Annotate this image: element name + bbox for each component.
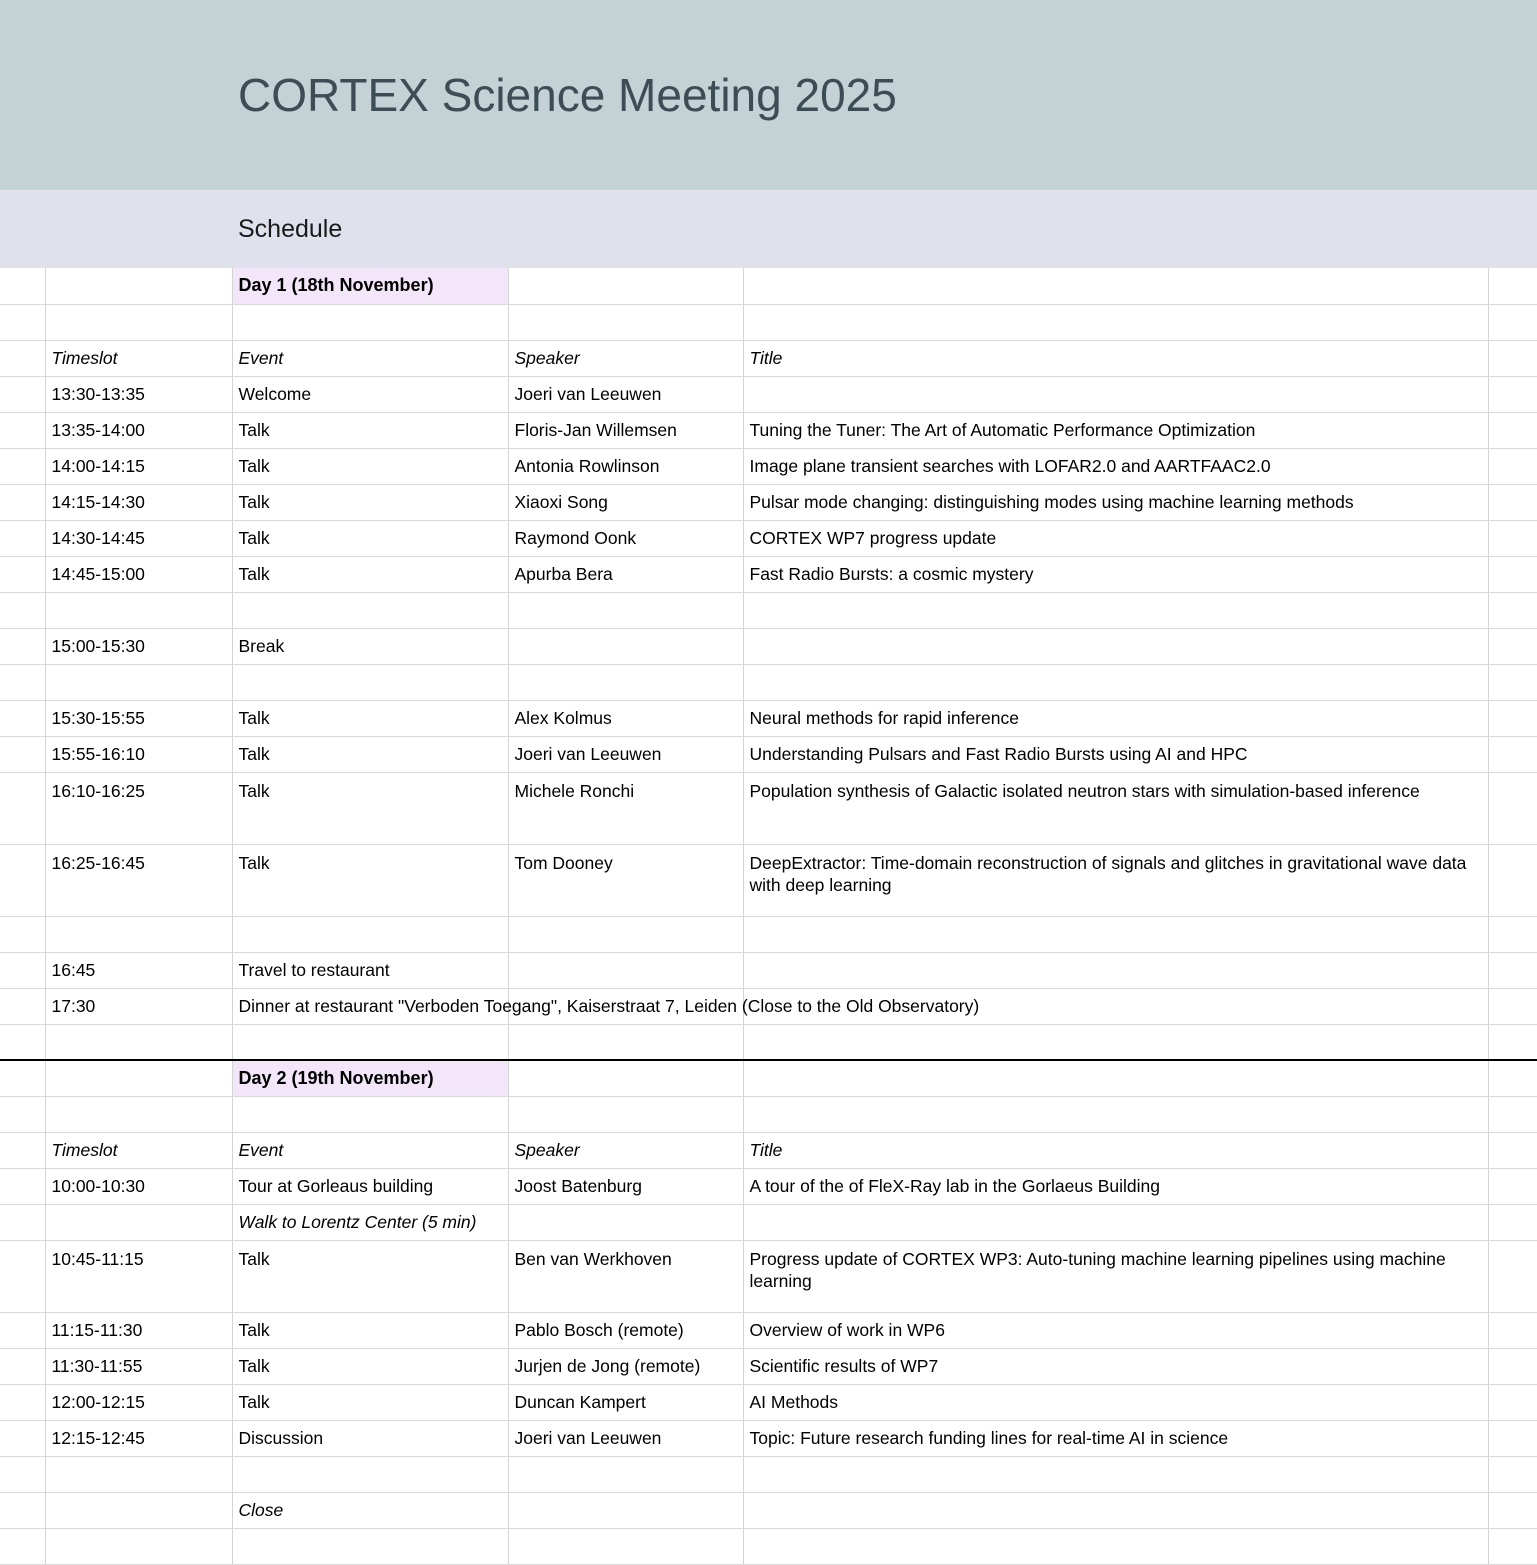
row-gutter[interactable] bbox=[0, 448, 45, 484]
cell-timeslot[interactable]: 10:45-11:15 bbox=[45, 1240, 232, 1312]
cell-speaker[interactable]: Duncan Kampert bbox=[508, 1384, 743, 1420]
cell-timeslot[interactable]: 15:30-15:55 bbox=[45, 700, 232, 736]
row-gutter[interactable] bbox=[0, 1132, 45, 1168]
table-cell-empty[interactable] bbox=[1488, 1060, 1537, 1096]
cell-timeslot[interactable]: 13:35-14:00 bbox=[45, 412, 232, 448]
row-gutter[interactable] bbox=[0, 1024, 45, 1060]
page-banner bbox=[0, 0, 1537, 190]
table-row bbox=[0, 700, 1537, 736]
row-gutter[interactable] bbox=[0, 1348, 45, 1384]
cell-speaker[interactable]: Joeri van Leeuwen bbox=[508, 376, 743, 412]
cell-title[interactable]: Pulsar mode changing: distinguishing modes using machine learning methods bbox=[743, 484, 1488, 520]
row-gutter[interactable] bbox=[0, 412, 45, 448]
row-gutter[interactable] bbox=[0, 520, 45, 556]
cell-event[interactable]: Talk bbox=[232, 484, 508, 520]
cell-title[interactable] bbox=[743, 628, 1488, 664]
cell-timeslot[interactable]: 11:15-11:30 bbox=[45, 1312, 232, 1348]
row-gutter[interactable] bbox=[0, 1528, 45, 1564]
cell-speaker[interactable]: Antonia Rowlinson bbox=[508, 448, 743, 484]
cell-title[interactable]: DeepExtractor: Time-domain reconstruction of signals and glitches in gravitational wave data with deep learning bbox=[743, 844, 1488, 916]
cell-event[interactable]: Talk bbox=[232, 520, 508, 556]
cell-title[interactable] bbox=[743, 1204, 1488, 1240]
cell-event[interactable]: Talk bbox=[232, 1348, 508, 1384]
table-row bbox=[0, 628, 1537, 664]
cell-event[interactable] bbox=[232, 1024, 508, 1060]
cell-title[interactable]: Topic: Future research funding lines for real-time AI in science bbox=[743, 1420, 1488, 1456]
table-cell-empty[interactable] bbox=[1488, 1204, 1537, 1240]
row-gutter[interactable] bbox=[0, 664, 45, 700]
cell-speaker[interactable]: Joeri van Leeuwen bbox=[508, 736, 743, 772]
row-gutter[interactable] bbox=[0, 1240, 45, 1312]
cell-event[interactable]: Break bbox=[232, 628, 508, 664]
row-gutter[interactable] bbox=[0, 268, 45, 304]
spacer-row bbox=[0, 304, 1537, 340]
row-gutter[interactable] bbox=[0, 1492, 45, 1528]
row-gutter[interactable] bbox=[0, 700, 45, 736]
cell-timeslot[interactable]: 14:45-15:00 bbox=[45, 556, 232, 592]
table-cell-empty[interactable] bbox=[1488, 1168, 1537, 1204]
table-cell-empty[interactable] bbox=[1488, 628, 1537, 664]
cell-title[interactable]: Image plane transient searches with LOFAR2.0 and AARTFAAC2.0 bbox=[743, 448, 1488, 484]
table-cell-empty[interactable] bbox=[743, 1060, 1488, 1096]
table-cell-empty[interactable] bbox=[1488, 1456, 1537, 1492]
column-header-row bbox=[0, 340, 1537, 376]
table-cell-empty[interactable] bbox=[508, 1096, 743, 1132]
table-cell-empty[interactable] bbox=[1488, 1024, 1537, 1060]
table-row bbox=[0, 1312, 1537, 1348]
column-header-row bbox=[0, 1132, 1537, 1168]
table-cell-empty[interactable] bbox=[45, 304, 232, 340]
cell-title[interactable]: Tuning the Tuner: The Art of Automatic Performance Optimization bbox=[743, 412, 1488, 448]
table-row bbox=[0, 484, 1537, 520]
table-cell-empty[interactable] bbox=[1488, 736, 1537, 772]
table-row bbox=[0, 592, 1537, 628]
cell-timeslot[interactable] bbox=[45, 1456, 232, 1492]
row-gutter[interactable] bbox=[0, 916, 45, 952]
cell-timeslot[interactable] bbox=[45, 1528, 232, 1564]
table-cell-empty[interactable] bbox=[508, 304, 743, 340]
table-cell-empty[interactable] bbox=[1488, 520, 1537, 556]
cell-event[interactable]: Talk bbox=[232, 736, 508, 772]
cell-title[interactable]: Population synthesis of Galactic isolated neutron stars with simulation-based inference bbox=[743, 772, 1488, 844]
cell-timeslot[interactable] bbox=[45, 592, 232, 628]
row-gutter[interactable] bbox=[0, 484, 45, 520]
cell-title[interactable] bbox=[743, 1492, 1488, 1528]
cell-timeslot[interactable] bbox=[45, 1492, 232, 1528]
row-gutter[interactable] bbox=[0, 988, 45, 1024]
cell-event[interactable]: Travel to restaurant bbox=[232, 952, 508, 988]
table-cell-empty[interactable] bbox=[508, 1060, 743, 1096]
table-row bbox=[0, 1348, 1537, 1384]
schedule-table bbox=[0, 268, 1537, 1565]
cell-event[interactable] bbox=[232, 592, 508, 628]
table-row bbox=[0, 520, 1537, 556]
cell-event[interactable]: Talk bbox=[232, 772, 508, 844]
day-label[interactable]: Day 1 (18th November) bbox=[232, 268, 508, 304]
cell-title[interactable]: Neural methods for rapid inference bbox=[743, 700, 1488, 736]
table-row bbox=[0, 412, 1537, 448]
cell-event[interactable] bbox=[232, 988, 980, 1024]
cell-timeslot[interactable]: 16:25-16:45 bbox=[45, 844, 232, 916]
cell-timeslot[interactable]: 15:55-16:10 bbox=[45, 736, 232, 772]
cell-title[interactable]: CORTEX WP7 progress update bbox=[743, 520, 1488, 556]
table-cell-empty[interactable] bbox=[45, 1096, 232, 1132]
cell-title[interactable]: Progress update of CORTEX WP3: Auto-tuning machine learning pipelines using machine learning bbox=[743, 1240, 1488, 1312]
table-row bbox=[0, 1168, 1537, 1204]
cell-event[interactable]: Talk bbox=[232, 412, 508, 448]
cell-timeslot[interactable]: 14:00-14:15 bbox=[45, 448, 232, 484]
cell-speaker[interactable]: Floris-Jan Willemsen bbox=[508, 412, 743, 448]
cell-speaker[interactable] bbox=[508, 952, 743, 988]
table-cell-empty[interactable] bbox=[508, 268, 743, 304]
cell-event[interactable] bbox=[232, 916, 508, 952]
cell-timeslot[interactable] bbox=[45, 1024, 232, 1060]
cell-title[interactable]: Understanding Pulsars and Fast Radio Bursts using AI and HPC bbox=[743, 736, 1488, 772]
cell-timeslot[interactable] bbox=[45, 664, 232, 700]
row-gutter[interactable] bbox=[0, 376, 45, 412]
cell-event[interactable]: Welcome bbox=[232, 376, 508, 412]
table-row bbox=[0, 376, 1537, 412]
table-cell-empty[interactable] bbox=[1488, 844, 1537, 916]
table-cell-empty[interactable] bbox=[743, 268, 1488, 304]
cell-speaker[interactable] bbox=[508, 1492, 743, 1528]
row-gutter[interactable] bbox=[0, 1168, 45, 1204]
row-gutter[interactable] bbox=[0, 1204, 45, 1240]
cell-timeslot[interactable]: 11:30-11:55 bbox=[45, 1348, 232, 1384]
table-cell-empty[interactable] bbox=[1488, 664, 1537, 700]
cell-title[interactable] bbox=[743, 952, 1488, 988]
cell-event[interactable]: Talk bbox=[232, 448, 508, 484]
cell-title[interactable]: A tour of the of FleX-Ray lab in the Gorlaeus Building bbox=[743, 1168, 1488, 1204]
cell-speaker[interactable]: Xiaoxi Song bbox=[508, 484, 743, 520]
column-header-title[interactable]: Title bbox=[743, 1132, 1488, 1168]
table-cell-empty[interactable] bbox=[1488, 952, 1537, 988]
cell-event[interactable]: Talk bbox=[232, 1384, 508, 1420]
cell-title[interactable] bbox=[743, 916, 1488, 952]
cell-speaker[interactable] bbox=[508, 1528, 743, 1564]
row-gutter[interactable] bbox=[0, 1384, 45, 1420]
cell-title[interactable] bbox=[743, 592, 1488, 628]
cell-speaker[interactable] bbox=[508, 664, 743, 700]
cell-title[interactable] bbox=[743, 1024, 1488, 1060]
table-cell-empty[interactable] bbox=[1488, 700, 1537, 736]
cell-timeslot[interactable]: 10:00-10:30 bbox=[45, 1168, 232, 1204]
cell-event[interactable]: Talk bbox=[232, 844, 508, 916]
cell-speaker[interactable] bbox=[508, 1456, 743, 1492]
cell-speaker[interactable]: Apurba Bera bbox=[508, 556, 743, 592]
table-row bbox=[0, 1024, 1537, 1060]
day-header-row bbox=[0, 268, 1537, 304]
table-cell-empty[interactable] bbox=[1488, 1492, 1537, 1528]
section-banner bbox=[0, 190, 1537, 268]
cell-timeslot[interactable]: 16:10-16:25 bbox=[45, 772, 232, 844]
cell-timeslot[interactable] bbox=[45, 1204, 232, 1240]
cell-speaker[interactable]: Joost Batenburg bbox=[508, 1168, 743, 1204]
table-cell-empty[interactable] bbox=[1488, 412, 1537, 448]
cell-event[interactable]: Close bbox=[232, 1492, 508, 1528]
spacer-row bbox=[0, 1096, 1537, 1132]
cell-title[interactable]: Scientific results of WP7 bbox=[743, 1348, 1488, 1384]
table-cell-empty[interactable] bbox=[1488, 1348, 1537, 1384]
cell-timeslot[interactable]: 14:30-14:45 bbox=[45, 520, 232, 556]
row-gutter[interactable] bbox=[0, 1060, 45, 1096]
cell-title[interactable]: AI Methods bbox=[743, 1384, 1488, 1420]
cell-speaker[interactable]: Raymond Oonk bbox=[508, 520, 743, 556]
cell-event[interactable] bbox=[232, 664, 508, 700]
table-cell-empty[interactable] bbox=[1488, 1240, 1537, 1312]
table-cell-empty[interactable] bbox=[1488, 304, 1537, 340]
cell-timeslot[interactable] bbox=[45, 916, 232, 952]
table-row bbox=[0, 844, 1537, 916]
cell-timeslot[interactable]: 15:00-15:30 bbox=[45, 628, 232, 664]
table-cell-empty[interactable] bbox=[1488, 376, 1537, 412]
table-row bbox=[0, 1240, 1537, 1312]
page-title: CORTEX Science Meeting 2025 bbox=[238, 69, 897, 121]
table-row bbox=[0, 1384, 1537, 1420]
column-header-speaker[interactable]: Speaker bbox=[508, 340, 743, 376]
table-row bbox=[0, 988, 1537, 1024]
cell-title[interactable] bbox=[743, 376, 1488, 412]
cell-timeslot[interactable]: 12:00-12:15 bbox=[45, 1384, 232, 1420]
cell-timeslot[interactable]: 13:30-13:35 bbox=[45, 376, 232, 412]
table-cell-empty[interactable] bbox=[45, 1060, 232, 1096]
row-gutter[interactable] bbox=[0, 592, 45, 628]
table-cell-empty[interactable] bbox=[1488, 1096, 1537, 1132]
table-row bbox=[0, 1420, 1537, 1456]
cell-event[interactable]: Tour at Gorleaus building bbox=[232, 1168, 508, 1204]
row-gutter[interactable] bbox=[0, 556, 45, 592]
table-cell-empty[interactable] bbox=[1488, 1528, 1537, 1564]
row-gutter[interactable] bbox=[0, 772, 45, 844]
table-row bbox=[0, 1528, 1537, 1564]
column-header-event[interactable]: Event bbox=[232, 340, 508, 376]
column-header-timeslot[interactable]: Timeslot bbox=[45, 340, 232, 376]
cell-speaker[interactable]: Ben van Werkhoven bbox=[508, 1240, 743, 1312]
table-row bbox=[0, 916, 1537, 952]
cell-event[interactable]: Talk bbox=[232, 556, 508, 592]
cell-speaker[interactable]: Alex Kolmus bbox=[508, 700, 743, 736]
cell-timeslot[interactable]: 16:45 bbox=[45, 952, 232, 988]
cell-speaker[interactable] bbox=[508, 628, 743, 664]
table-cell-empty[interactable] bbox=[1488, 340, 1537, 376]
table-cell-empty[interactable] bbox=[1488, 916, 1537, 952]
cell-event[interactable]: Talk bbox=[232, 1312, 508, 1348]
table-row bbox=[0, 448, 1537, 484]
day-header-row bbox=[0, 1060, 1537, 1096]
cell-title[interactable] bbox=[743, 664, 1488, 700]
cell-timeslot[interactable]: 12:15-12:45 bbox=[45, 1420, 232, 1456]
cell-speaker[interactable] bbox=[508, 592, 743, 628]
cell-event[interactable]: Walk to Lorentz Center (5 min) bbox=[232, 1204, 508, 1240]
cell-speaker[interactable]: Joeri van Leeuwen bbox=[508, 1420, 743, 1456]
table-row bbox=[0, 736, 1537, 772]
cell-event[interactable]: Talk bbox=[232, 1240, 508, 1312]
cell-speaker[interactable] bbox=[508, 1204, 743, 1240]
table-row bbox=[0, 952, 1537, 988]
table-cell-empty[interactable] bbox=[1488, 556, 1537, 592]
table-row bbox=[0, 556, 1537, 592]
table-cell-empty[interactable] bbox=[1488, 1312, 1537, 1348]
cell-title[interactable]: Overview of work in WP6 bbox=[743, 1312, 1488, 1348]
cell-speaker[interactable] bbox=[508, 1024, 743, 1060]
table-cell-empty[interactable] bbox=[0, 1096, 45, 1132]
cell-event[interactable]: Discussion bbox=[232, 1420, 508, 1456]
cell-title[interactable] bbox=[743, 1456, 1488, 1492]
table-cell-empty[interactable] bbox=[1488, 772, 1537, 844]
table-cell-empty[interactable] bbox=[1488, 1132, 1537, 1168]
table-cell-empty[interactable] bbox=[1488, 1420, 1537, 1456]
cell-speaker[interactable]: Michele Ronchi bbox=[508, 772, 743, 844]
row-gutter[interactable] bbox=[0, 340, 45, 376]
table-row bbox=[0, 1204, 1537, 1240]
row-gutter[interactable] bbox=[0, 1456, 45, 1492]
cell-speaker[interactable] bbox=[508, 916, 743, 952]
column-header-event[interactable]: Event bbox=[232, 1132, 508, 1168]
table-cell-empty[interactable] bbox=[743, 1096, 1488, 1132]
cell-speaker[interactable]: Tom Dooney bbox=[508, 844, 743, 916]
row-gutter[interactable] bbox=[0, 952, 45, 988]
cell-event[interactable] bbox=[232, 1528, 508, 1564]
cell-timeslot[interactable]: 14:15-14:30 bbox=[45, 484, 232, 520]
cell-text: Dinner at restaurant "Verboden Toegang", Kaiserstraat 7, Leiden (Close to the Old Observatory) bbox=[238, 995, 980, 1016]
section-title: Schedule bbox=[238, 214, 343, 243]
cell-timeslot[interactable]: 17:30 bbox=[45, 988, 232, 1024]
table-cell-empty[interactable] bbox=[1488, 592, 1537, 628]
cell-event[interactable] bbox=[232, 1456, 508, 1492]
table-cell-empty[interactable] bbox=[232, 1096, 508, 1132]
row-gutter[interactable] bbox=[0, 844, 45, 916]
table-row bbox=[0, 664, 1537, 700]
table-cell-empty[interactable] bbox=[743, 304, 1488, 340]
row-gutter[interactable] bbox=[0, 736, 45, 772]
column-header-timeslot[interactable]: Timeslot bbox=[45, 1132, 232, 1168]
table-cell-empty[interactable] bbox=[232, 304, 508, 340]
table-cell-empty[interactable] bbox=[1488, 268, 1537, 304]
row-gutter[interactable] bbox=[0, 1312, 45, 1348]
table-cell-empty[interactable] bbox=[45, 268, 232, 304]
table-row bbox=[0, 772, 1537, 844]
column-header-speaker[interactable]: Speaker bbox=[508, 1132, 743, 1168]
cell-speaker[interactable]: Pablo Bosch (remote) bbox=[508, 1312, 743, 1348]
day-label[interactable]: Day 2 (19th November) bbox=[232, 1060, 508, 1096]
row-gutter[interactable] bbox=[0, 628, 45, 664]
table-row bbox=[0, 1456, 1537, 1492]
table-cell-empty[interactable] bbox=[1488, 988, 1537, 1024]
table-cell-empty[interactable] bbox=[1488, 484, 1537, 520]
table-cell-empty[interactable] bbox=[0, 304, 45, 340]
cell-title[interactable]: Fast Radio Bursts: a cosmic mystery bbox=[743, 556, 1488, 592]
table-cell-empty[interactable] bbox=[1488, 1384, 1537, 1420]
table-row bbox=[0, 1492, 1537, 1528]
row-gutter[interactable] bbox=[0, 1420, 45, 1456]
cell-event[interactable]: Talk bbox=[232, 700, 508, 736]
cell-title[interactable] bbox=[743, 1528, 1488, 1564]
table-cell-empty[interactable] bbox=[1488, 448, 1537, 484]
cell-speaker[interactable]: Jurjen de Jong (remote) bbox=[508, 1348, 743, 1384]
column-header-title[interactable]: Title bbox=[743, 340, 1488, 376]
